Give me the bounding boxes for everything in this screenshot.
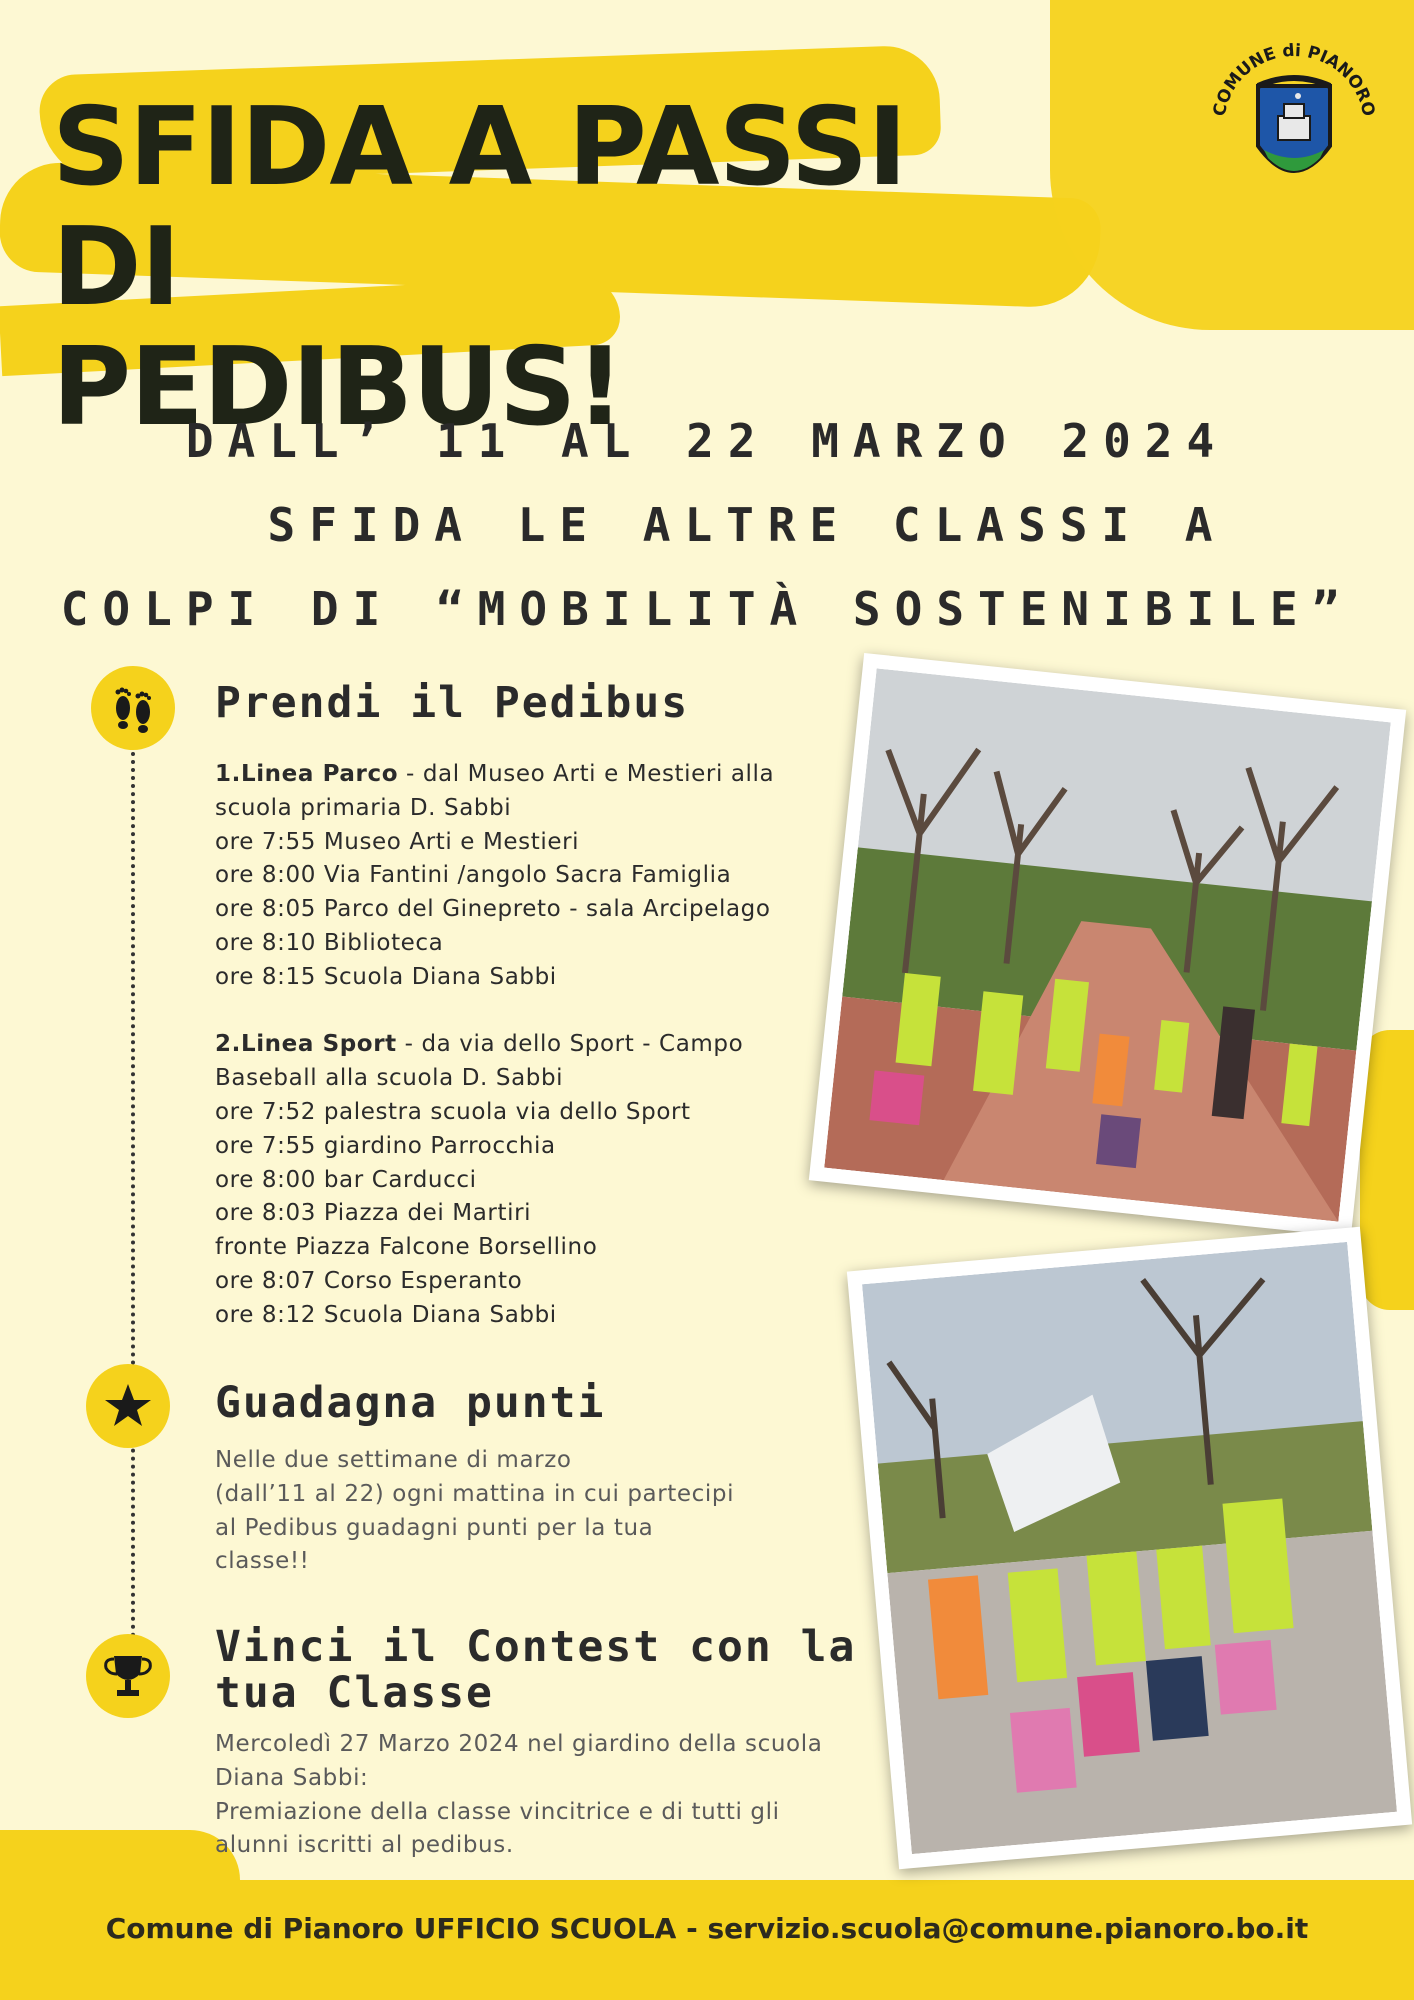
page-title bbox=[52, 85, 1052, 450]
subtitle-line-3: COLPI DI “MOBILITÀ SOSTENIBILE” bbox=[60, 582, 1354, 636]
brush-stroke-bottom-left bbox=[0, 1830, 240, 1900]
contest-row: Premiazione della classe vincitrice e di tutti gli bbox=[215, 1798, 780, 1825]
pedibus-lines bbox=[215, 758, 774, 1333]
linea-sport-row: Baseball alla scuola D. Sabbi bbox=[215, 1065, 564, 1092]
contest-title-line-2: tua Classe bbox=[215, 1668, 494, 1718]
linea-parco-row: ore 8:00 Via Fantini /angolo Sacra Famiglia bbox=[215, 862, 732, 889]
punti-icon-circle bbox=[86, 1364, 170, 1448]
star-icon bbox=[86, 1364, 170, 1448]
linea-sport-row: fronte Piazza Falcone Borsellino bbox=[215, 1234, 598, 1261]
linea-sport-header bbox=[215, 1028, 774, 1062]
comune-logo bbox=[1198, 26, 1390, 206]
photo-park-walk-image bbox=[824, 668, 1391, 1221]
timeline-line bbox=[131, 720, 135, 1670]
trophy-icon bbox=[86, 1634, 170, 1718]
punti-text bbox=[215, 1444, 734, 1579]
section-title-punti: Guadagna punti bbox=[215, 1378, 606, 1428]
contest-title-line-1: Vinci il Contest con la bbox=[215, 1622, 857, 1672]
punti-row: (dall’11 al 22) ogni mattina in cui partecipi bbox=[215, 1480, 735, 1507]
linea-sport-row: ore 8:07 Corso Esperanto bbox=[215, 1267, 523, 1294]
contest-row: Mercoledì 27 Marzo 2024 nel giardino della scuola bbox=[215, 1731, 823, 1757]
contest-text bbox=[215, 1728, 822, 1863]
punti-row: Nelle due settimane di marzo bbox=[215, 1447, 572, 1473]
title-line-2: PEDIBUS! bbox=[52, 325, 624, 450]
linea-parco-row: scuola primaria D. Sabbi bbox=[215, 794, 512, 821]
linea-parco-row: ore 8:15 Scuola Diana Sabbi bbox=[215, 963, 557, 990]
subtitle-line-2: SFIDA LE ALTRE CLASSI A bbox=[267, 498, 1227, 552]
linea-sport-row: ore 8:12 Scuola Diana Sabbi bbox=[215, 1301, 557, 1328]
section-title-contest bbox=[215, 1624, 856, 1716]
contest-row: alunni iscritti al pedibus. bbox=[215, 1832, 514, 1859]
title-line-1: SFIDA A PASSI DI bbox=[52, 85, 907, 330]
coat-of-arms-icon bbox=[1198, 26, 1390, 206]
contest-icon-circle bbox=[86, 1634, 170, 1718]
footprints-icon bbox=[91, 666, 175, 750]
linea-sport-row: ore 8:03 Piazza dei Martiri bbox=[215, 1200, 532, 1227]
punti-row: al Pedibus guadagni punti per la tua bbox=[215, 1514, 654, 1541]
linea-sport-desc: - da via dello Sport - Campo bbox=[396, 1031, 744, 1058]
contest-row: Diana Sabbi: bbox=[215, 1764, 369, 1791]
section-title-pedibus: Prendi il Pedibus bbox=[215, 678, 690, 728]
photo-kids-flag-image bbox=[862, 1242, 1397, 1854]
linea-parco-row: ore 8:10 Biblioteca bbox=[215, 929, 444, 956]
spacer bbox=[215, 995, 774, 1029]
linea-parco-row: ore 8:05 Parco del Ginepreto - sala Arcipelago bbox=[215, 896, 771, 923]
pedibus-icon-circle bbox=[91, 666, 175, 750]
linea-sport-name: 2.Linea Sport bbox=[215, 1031, 397, 1058]
footer-contact: Comune di Pianoro UFFICIO SCUOLA - servizio.scuola@comune.pianoro.bo.it bbox=[105, 1912, 1309, 1945]
linea-sport-row: ore 8:00 bar Carducci bbox=[215, 1166, 477, 1193]
linea-parco-desc: - dal Museo Arti e Mestieri alla bbox=[398, 761, 775, 787]
logo-text: COMUNE di PIANORO bbox=[1209, 40, 1379, 119]
linea-parco-header bbox=[215, 758, 774, 792]
linea-parco-row: ore 7:55 Museo Arti e Mestieri bbox=[215, 828, 580, 855]
punti-row: classe!! bbox=[215, 1548, 310, 1575]
linea-sport-row: ore 7:52 palestra scuola via dello Sport bbox=[215, 1098, 691, 1125]
subtitle-line-1: DALL’ 11 AL 22 MARZO 2024 bbox=[185, 414, 1229, 468]
linea-sport-row: ore 7:55 giardino Parrocchia bbox=[215, 1132, 556, 1159]
photo-kids-flag bbox=[847, 1227, 1412, 1870]
photo-park-walk bbox=[809, 653, 1406, 1237]
linea-parco-name: 1.Linea Parco bbox=[215, 761, 399, 787]
